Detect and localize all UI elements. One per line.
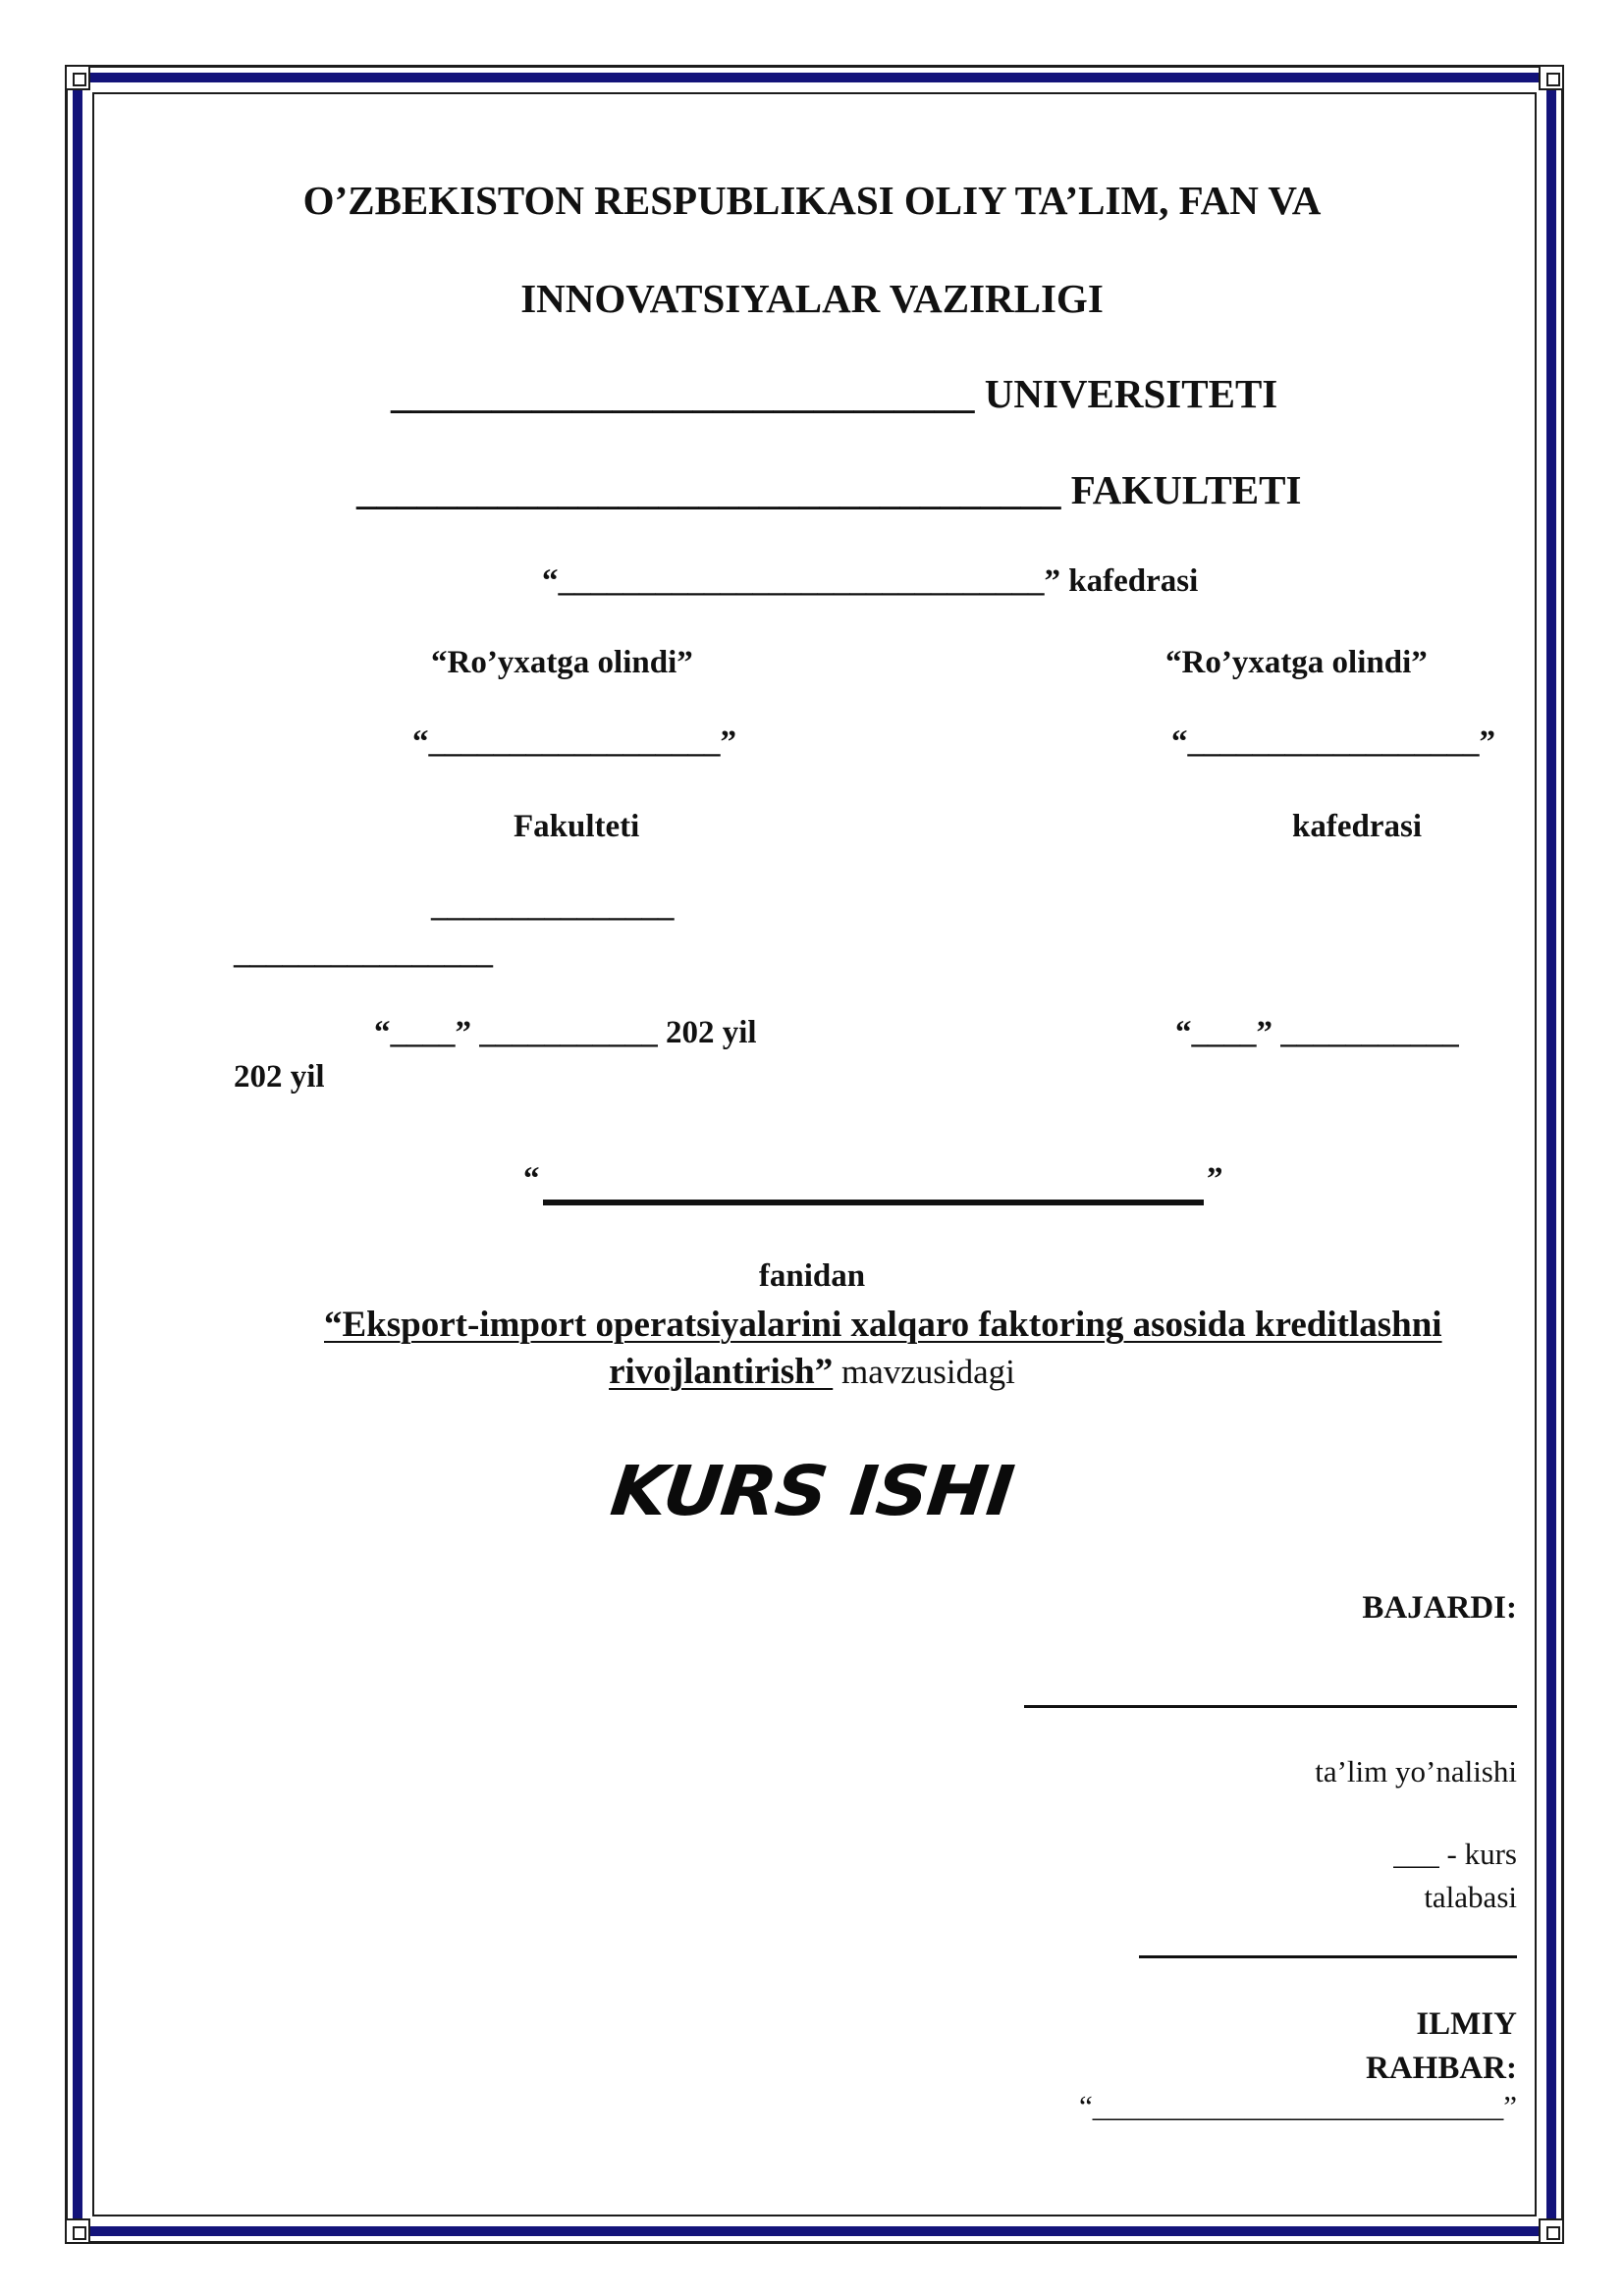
subject-quote-open: “ [523, 1161, 540, 1197]
author-name-line [1024, 1705, 1517, 1708]
border-corner-bottom-left [65, 2218, 90, 2244]
fanidan-label: fanidan [758, 1258, 866, 1294]
faculty-line: ___________________________________ FAKULTETI [356, 467, 1302, 512]
advisor-label-2: RAHBAR: [1366, 2051, 1517, 2086]
bajardi-label: BAJARDI: [1362, 1590, 1517, 1626]
registration-title-left: “Ro’yxatga olindi” [431, 645, 693, 680]
subject-name-line [543, 1200, 1204, 1205]
border-corner-top-left [65, 65, 90, 90]
topic-line-2 [0, 1351, 1624, 1393]
signature-line-1: _______________ [431, 888, 675, 924]
topic-text-2: rivojlantirish” [609, 1352, 834, 1392]
ministry-line-1: O’ZBEKISTON RESPUBLIKASI OLIY TA’LIM, FAN VA [302, 178, 1322, 223]
department-line: “______________________________” kafedrasi [542, 563, 1199, 599]
subject-quote-close: ” [1207, 1161, 1223, 1197]
student-name-line [1139, 1955, 1517, 1958]
direction-label: ta’lim yo’nalishi [1315, 1754, 1517, 1789]
department-label: kafedrasi [1292, 809, 1422, 844]
advisor-name-line: “___________________________” [1078, 2089, 1517, 2123]
topic-tail: mavzusidagi [833, 1353, 1015, 1391]
ministry-line-2: INNOVATSIYALAR VAZIRLIGI [520, 276, 1104, 321]
registration-number-left: “__________________” [412, 724, 736, 760]
course-label: ___ - kurs [1393, 1837, 1517, 1871]
border-corner-bottom-right [1539, 2218, 1564, 2244]
advisor-label-1: ILMIY [1416, 2006, 1517, 2042]
registration-date-left: “____” ___________ 202 yil [374, 1015, 757, 1050]
registration-number-right: “__________________” [1171, 724, 1495, 760]
border-corner-top-right [1539, 65, 1564, 90]
registration-year: 202 yil [234, 1059, 325, 1095]
student-label: talabasi [1424, 1880, 1517, 1914]
registration-date-right: “____” ___________ [1175, 1015, 1459, 1050]
topic-line-1 [324, 1304, 1442, 1346]
faculty-label: Fakulteti [514, 809, 640, 844]
signature-line-2: ________________ [234, 935, 493, 971]
document-title: KURS ISHI [607, 1451, 1017, 1531]
university-line: _____________________________ UNIVERSITETI [391, 371, 1278, 416]
topic-text-1: “Eksport-import operatsiyalarini xalqaro faktoring asosida kreditlashni [324, 1305, 1442, 1345]
registration-title-right: “Ro’yxatga olindi” [1165, 645, 1428, 680]
